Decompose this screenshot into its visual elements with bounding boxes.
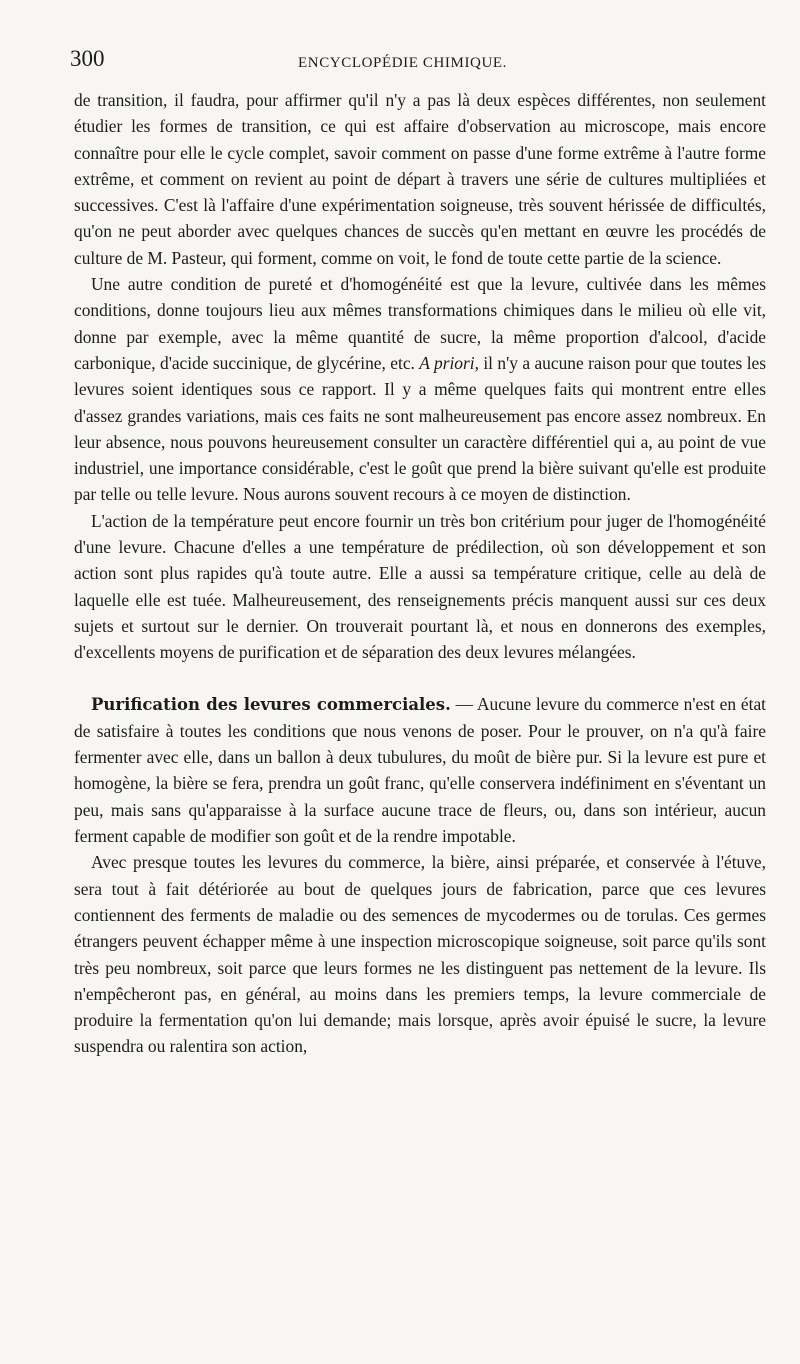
paragraph-5: Avec presque toutes les levures du commerce, la bière, ainsi préparée, et conservée à l'étuve, sera tout à fait détériorée au bout de quelques jours de fabrication, parce que ces levures contiennent des ferments de maladie ou des semences de mycodermes ou de torulas. Ces germes étrangers peuvent échapper même à une inspection microscopique soigneuse, soit parce qu'ils sont très peu nombreux, soit parce que leurs formes ne les distinguent pas nettement de la levure. Ils n'empêcheront pas, en général, au moins dans les premiers temps, la levure commerciale de produire la fermentation qu'on lui demande; mais lorsque, après avoir épuisé le sucre, la levure suspendra ou ralentira son action, bbox=[74, 852, 766, 1057]
paragraph-1: de transition, il faudra, pour affirmer qu'il n'y a pas là deux espèces différentes, non seulement étudier les formes de transition, ce qui est affaire d'observation au microscope, mais encore connaître pour elle le cycle complet, savoir comment on passe d'une forme extrême à l'autre forme extrême, et comment on revient au point de départ à travers une série de cultures multipliées et successives. C'est là l'affaire d'une expérimentation soigneuse, très souvent hérissée de difficultés, qu'on ne peut aborder avec quelques chances de succès qu'en mettant en œuvre les procédés de culture de M. Pasteur, qui forment, comme on voit, le fond de toute cette partie de la science. bbox=[74, 90, 766, 268]
page-number: 300 bbox=[70, 46, 105, 71]
body-text bbox=[74, 87, 766, 1060]
heading-dash: — bbox=[450, 693, 477, 714]
paragraph-4-text: Aucune levure du commerce n'est en état de satisfaire à toutes les conditions que nous venons de poser. Pour le prouver, on n'a qu'à faire fermenter avec elle, dans un ballon à deux tubulures, du moût de bière pur. Si la levure est pure et homogène, la bière se fera, prendra un goût franc, qu'elle conservera indéfiniment en s'éventant un peu, mais sans qu'apparaisse à la surface aucune trace de fleurs, ou, dans son intérieur, aucun ferment capable de modifier son goût et de la rendre impotable. bbox=[74, 693, 766, 847]
paragraph-2 bbox=[74, 271, 766, 508]
page-header bbox=[70, 46, 760, 76]
paragraph-3: L'action de la température peut encore fournir un très bon critérium pour juger de l'homogénéité d'une levure. Chacune d'elles a une température de prédilection, où son développement et son action sont plus rapides qu'à toute autre. Elle a aussi sa température critique, celle au delà de laquelle elle est tuée. Malheureusement, des renseignements précis manquent aussi sur ces deux sujets et surtout sur le dernier. On trouverait pourtant là, et nous en donnerons des exemples, d'excellents moyens de purification et de séparation des deux levures mélangées. bbox=[74, 510, 766, 663]
section-heading: Purification des levures commerciales. bbox=[91, 694, 451, 714]
paragraph-2-text-before: Une autre condition de pureté et d'homogénéité est que la levure, cultivée dans les mêmes conditions, donne toujours lieu aux mêmes transformations chimiques dans le milieu où elle vit, donne par exemple, avec la même quantité de sucre, la même proportion d'alcool, d'acide carbonique, d'acide succinique, de glycérine, etc. bbox=[74, 274, 766, 373]
paragraph-2-text-after: il n'y a aucune raison pour que toutes les levures soient identiques sous ce rapport. Il y a même quelques faits qui montrent entre elles d'assez grandes variations, mais ces faits ne sont malheureusement pas encore assez nombreux. En leur absence, nous pouvons heureusement consulter un caractère différentiel qui a, au point de vue industriel, une importance considérable, c'est le goût que prend la bière suivant qu'elle est produite par telle ou telle levure. Nous aurons souvent recours à ce moyen de distinction. bbox=[74, 352, 767, 505]
running-title: ENCYCLOPÉDIE CHIMIQUE. bbox=[298, 55, 508, 71]
paragraph-4 bbox=[74, 691, 766, 850]
paragraph-2-italic: A priori, bbox=[419, 352, 479, 373]
